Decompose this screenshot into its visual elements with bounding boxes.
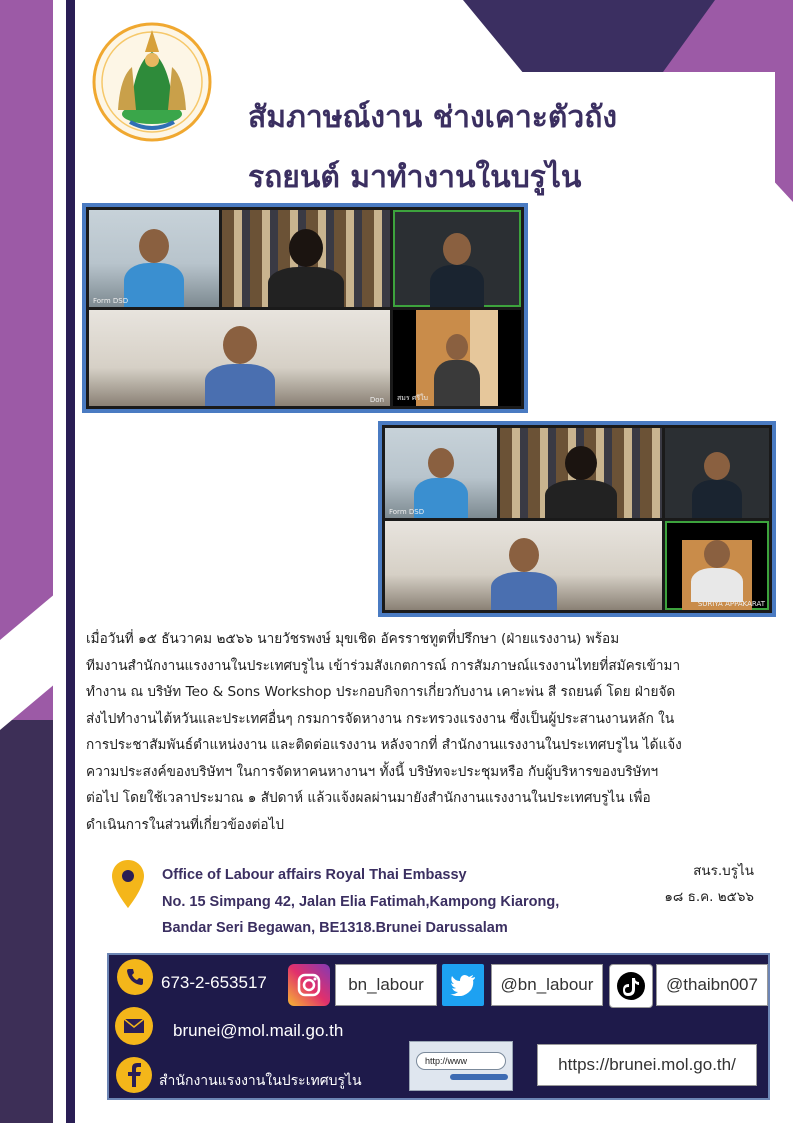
twitter-handle[interactable]: @bn_labour xyxy=(491,964,603,1006)
body-line: ความประสงค์ของบริษัทฯ ในการจัดหาคนหางานฯ ทั้งนี้ บริษัทจะประชุมหรือ กับผู้บริหารของบริษัทฯ xyxy=(86,763,659,780)
phone-number[interactable]: 673-2-653517 xyxy=(161,973,267,992)
signature-office: สนร.บรูไน xyxy=(693,863,754,879)
video-tile xyxy=(665,428,769,518)
video-tile xyxy=(385,428,497,518)
location-pin-icon xyxy=(110,858,146,910)
tile-name: SURIYA APPAKARAT xyxy=(697,600,765,608)
body-line: เมื่อวันที่ ๑๕ ธันวาคม ๒๕๖๖ นายวัชรพงษ์ มุขเชิด อัครราชทูตที่ปรึกษา (ฝ่ายแรงงาน) พร้อม xyxy=(86,631,620,647)
signature-date: ๑๘ ธ.ค. ๒๕๖๖ xyxy=(664,889,754,905)
contact-box xyxy=(107,953,770,1100)
video-tile xyxy=(385,521,662,611)
right-decor-band xyxy=(775,72,793,202)
video-tile xyxy=(89,310,390,407)
address-line-2: No. 15 Simpang 42, Jalan Elia Fatimah,Kampong Kiarong, xyxy=(162,893,560,910)
facebook-page-name[interactable]: สำนักงานแรงงานในประเทศบรูไน xyxy=(159,1073,362,1089)
left-decor-dark xyxy=(0,720,53,1123)
navy-strip xyxy=(66,0,75,1123)
page-title xyxy=(248,88,718,208)
www-label: http://www xyxy=(416,1052,506,1070)
body-line: ทำงาน ณ บริษัท Teo & Sons Workshop ประกอบกิจการเกี่ยวกับงาน เคาะพ่น สี รถยนต์ โดย ฝ่ายจัด xyxy=(86,684,676,700)
video-tile-active xyxy=(665,521,769,611)
instagram-icon[interactable] xyxy=(288,964,330,1006)
address-line-3: Bandar Seri Begawan, BE1318.Brunei Darussalam xyxy=(162,920,508,936)
video-tile xyxy=(89,210,219,307)
website-url[interactable]: https://brunei.mol.go.th/ xyxy=(537,1044,757,1086)
tiktok-icon[interactable] xyxy=(609,964,653,1008)
email-address[interactable]: brunei@mol.mail.go.th xyxy=(173,1021,344,1040)
body-line: ต่อไป โดยใช้เวลาประมาณ ๑ สัปดาห์ แล้วแจ้งผลผ่านมายังสำนักงานแรงงานในประเทศบรูไน เพื่อ xyxy=(86,790,651,806)
news-body xyxy=(86,626,754,838)
office-address xyxy=(162,862,602,942)
tile-name: Form DSD xyxy=(389,507,425,516)
video-tile-active xyxy=(393,210,521,307)
title-line-2: รถยนต์ มาทำงานในบรูไน xyxy=(248,160,582,195)
signature-block xyxy=(620,858,754,910)
video-tile xyxy=(393,310,521,407)
meeting-photo-2 xyxy=(378,421,776,617)
body-line: การประชาสัมพันธ์ตำแหน่งงาน และติดต่อแรงงาน หลังจากที่ สำนักงานแรงงานในประเทศบรูไน ได้แจ้ง xyxy=(86,737,682,753)
body-line: ทีมงานสำนักงานแรงงานในประเทศบรูไน เข้าร่วมสังเกตการณ์ การสัมภาษณ์แรงงานไทยที่สมัครเข้ามา xyxy=(86,657,681,674)
video-tile xyxy=(222,210,390,307)
phone-icon xyxy=(117,959,153,995)
facebook-icon[interactable] xyxy=(116,1057,152,1093)
tile-name: Form DSD xyxy=(93,296,129,305)
ministry-logo xyxy=(90,22,215,152)
email-icon xyxy=(115,1007,153,1045)
title-line-1: สัมภาษณ์งาน ช่างเคาะตัวถัง xyxy=(248,100,618,135)
body-line: ส่งไปทำงานไต้หวันและประเทศอื่นๆ กรมการจัดหางาน กระทรวงแรงงาน ซึ่งเป็นผู้ประสานงานหลัก ใน xyxy=(86,710,675,727)
instagram-handle[interactable]: bn_labour xyxy=(335,964,437,1006)
video-tile xyxy=(500,428,662,518)
tiktok-handle[interactable]: @thaibn007 xyxy=(656,964,768,1006)
tile-name: สมร ศรีใบ xyxy=(397,394,428,402)
web-browser-icon xyxy=(409,1041,513,1091)
address-line-1: Office of Labour affairs Royal Thai Embassy xyxy=(162,867,467,883)
twitter-icon[interactable] xyxy=(442,964,484,1006)
tile-name: Don xyxy=(369,396,384,404)
body-line: ดำเนินการในส่วนที่เกี่ยวข้องต่อไป xyxy=(86,816,284,833)
meeting-photo-1 xyxy=(82,203,528,413)
